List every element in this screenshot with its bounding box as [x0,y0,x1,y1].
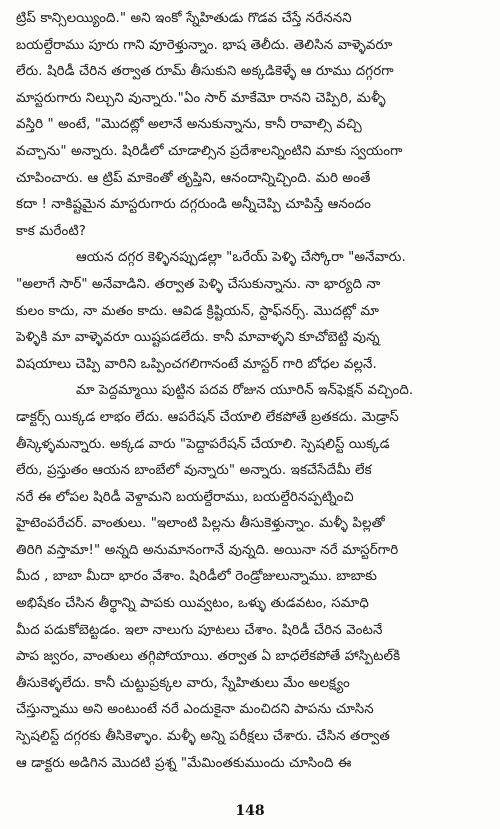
text-line: మీద పడుకోబెట్టడం. ఇలా నాలుగు పూటలు చేశాం. షిరిడీ చేరిన వెంటనే [16,622,383,638]
text-line: వస్తిరి " అంటే, "మొదట్లో అలానే అనుకున్నాను, కానీ రావాల్సి వచ్చి [16,117,362,133]
body-text [16,6,486,777]
text-line: తీసుకెళ్ళలేదు. కానీ చుట్టుప్రక్కల వారు, స్నేహితులు మేం అలక్ష్యం [16,675,350,691]
text-line: వచ్చాను" అన్నారు. షిరిడీలో చూడాల్సిన ప్రదేశాలన్నింటిని మాకు స్వయంగా [16,143,403,159]
text-line: స్పెషలిస్ట్ దగ్గరకు తీసికెళ్ళాం. మళ్ళీ అన్ని పరీక్షలు చేశారు. చేసిన తర్వాత [16,729,390,745]
text-line: మీద , బాబా మీదా భారం వేశాం. షిరిడీలో రెండ్రోజులున్నాము. బాబాకు [16,569,378,585]
text-line: కాక మరేంటి? [16,223,86,239]
text-line: కదా ! నాకిష్టమైన మాస్టరుగారు దగ్గరుండి అన్నీచెప్పి చూపిస్తే ఆనందం [16,197,372,213]
text-line: విషయాలు చెప్పి వారిని ఒప్పించగలిగానంటే మాస్టర్ గారి బోధల వల్లనే. [16,356,377,372]
text-line: పెళ్ళికి మా వాళ్ళెవరూ యిష్టపడలేదు. కానీ మావాళ్ళని కూచోబెట్టి వున్న [16,330,380,346]
text-line: ట్రిప్ కాన్సిలయ్యింది." అని ఇంకో స్నేహితుడు గొడవ చేస్తే నరేననని [16,11,352,26]
text-line: చేస్తున్నాము అని అంటుంటే నరే ఎందుకైనా మంచిదని పాపను చూసిన [16,702,374,718]
text-line: ఆ డాక్టరు అడిగిన మొదటి ప్రశ్న "మేమింతకుముందు చూసింది ఈ [16,755,352,771]
text-line: మాస్టరుగారు నిల్చుని వున్నారు."ఏం సార్ మాకేమో రానని చెప్పిరి, మళ్ళీ [16,90,386,106]
text-line: డాక్టర్స్ యిక్కడ లాభం లేదు. ఆపరేషన్ చేయాలి లేకపోతే బ్రతకదు. మెడ్రాస్ [16,409,399,425]
text-line: కులం కాదు, నా మతం కాదు. ఆవిడ క్రిష్టియన్, స్టాఫ్‌నర్స్. మొదట్లో మా [16,303,379,319]
text-line: బయల్దేరాము పూరు గాని వూరెళ్తున్నాం. భాష తెలీదు. తెలిసిన వాళ్ళెవరూ [16,37,393,53]
paragraph-start-line: మా పెద్దమ్మాయి పుట్టిన పదవ రోజున యూరిన్ ఇన్‌ఫెక్షన్ వచ్చింది. [76,383,414,399]
text-line: లేరు. షిరిడీ చేరిన తర్వాత రూమ్ తీసుకుని అక్కడికెళ్ళే ఆ రూము దగ్గరగా [16,64,394,80]
text-line: చూపించారు. ఆ ట్రిప్ మాకెంతో తృప్తిని, ఆనందాన్నిచ్చింది. మరి అంతే [16,170,371,186]
text-line: అభిషేకం చేసిన తీర్థాన్ని పాపకు యివ్వటం, ఒళ్ళు తుడవటం, సమాధి [16,596,369,612]
text-line: "అలాగే సార్" అనేవాడిని. తర్వాత పెళ్ళి చేసుకున్నాను. నా భార్యది నా [16,276,381,292]
text-line: తిరిగి వస్తామా!" అన్నది అనుమానంగానే వున్నది. అయినా నరే మాస్టర్‌గారి [16,542,399,558]
text-line: హైటెంపరేచర్. వాంతులు. "ఇలాంటి పిల్లను తీసుకెళ్తున్నాం. మళ్ళీ పిల్లతో [16,516,385,532]
paragraph-start-line: ఆయన దగ్గర కెళ్ళినప్పుడల్లా "ఒరేయ్ పెళ్ళి చేస్కోరా "అనేవారు. [76,250,406,266]
text-line: నరే ఈ లోపల షిరిడీ వెళ్దామని బయల్దేరాము, బయల్దేరినప్పట్నించి [16,489,354,505]
text-line: లేరు, ప్రస్తుతం ఆయన బాంబేలో వున్నారు" అన్నారు. ఇకచేసేదేమీ లేక [16,463,372,479]
page-number: 148 [235,803,265,819]
text-line: పాప జ్వరం, వాంతులు తగ్గిపోయాయి. తర్వాత ఏ బాధలేకపోతే హాస్పిటల్‌కి [16,649,401,665]
text-line: తీస్కెళ్ళమన్నారు. అక్కడ వారు "పెద్దాపరేషన్ చేయాలి. స్పెషలిస్ట్ యిక్కడ [16,436,390,452]
